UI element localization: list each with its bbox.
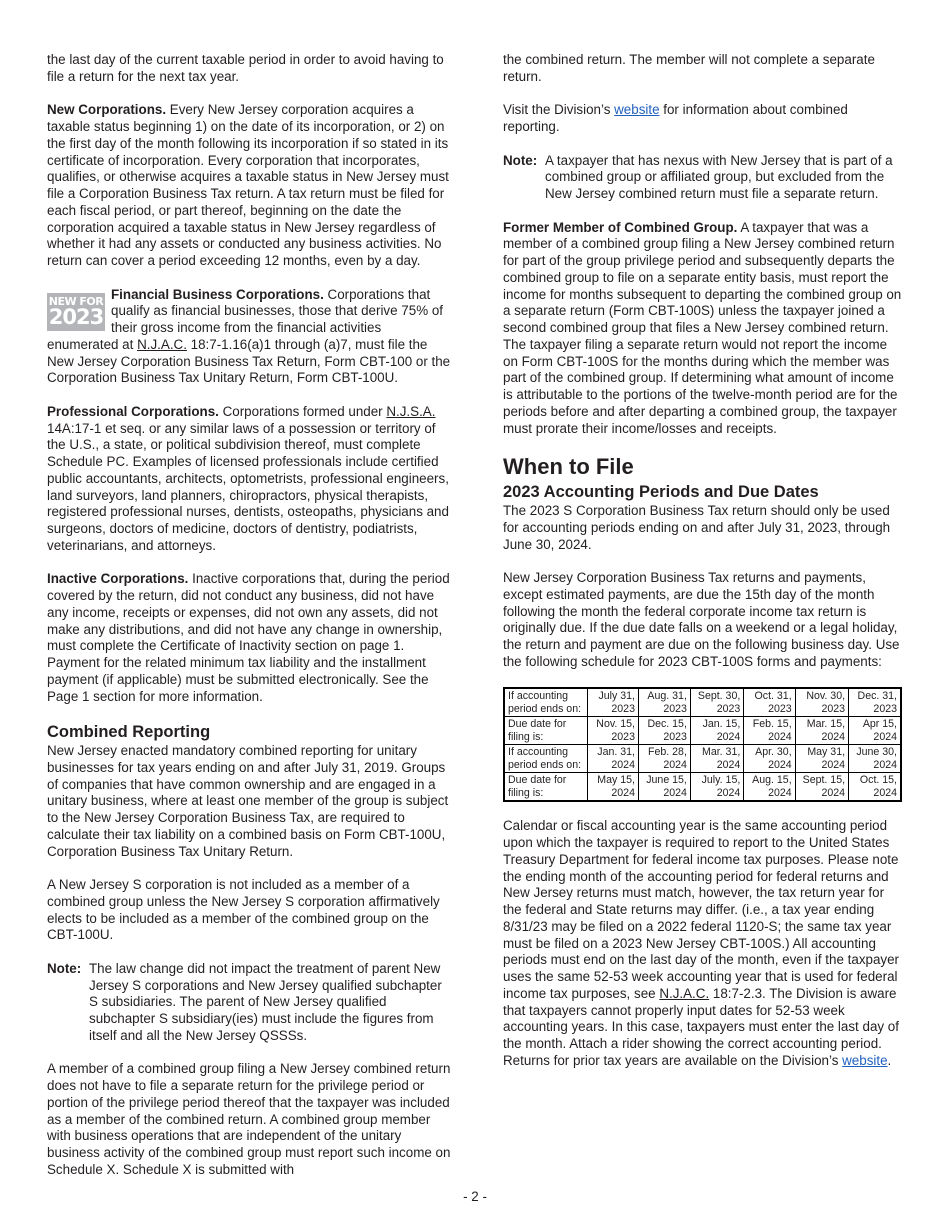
text-run: . (887, 1052, 892, 1068)
table-row (504, 773, 901, 802)
run-lead-in: Professional Corporations. (47, 403, 219, 419)
text-run: 18:7-2.3. The Division is aware that taxpayers cannot properly input dates for 52-53 week accounting years. In this case, taxpayers must enter the last day of the month. Attach a rider showing the correct accounting period. Returns for prior tax years are available on the Division’s (503, 985, 899, 1068)
date-cell: June 15, 2024 (638, 773, 690, 802)
date-cell: Oct. 31, 2023 (744, 688, 795, 717)
run-lead-in: Inactive Corporations. (47, 571, 189, 587)
s-corporation-paragraph (47, 877, 451, 944)
date-cell: Nov. 15, 2023 (588, 717, 639, 745)
text-run: New Jersey enacted mandatory combined reporting for unitary businesses for tax years ending on and after July 31, 2019. Groups of companies that have common ownership and are engaged in a unitary business, where at least one member of the group is subject to the New Jersey Corporation Business Tax, are required to calculate their tax liability on a combined basis on Form CBT-100U, Corporation Business Tax Unitary Return. (47, 743, 449, 859)
due-date-schedule-table (503, 687, 902, 802)
table-row (504, 745, 901, 773)
text-run: the last day of the current taxable period in order to avoid having to file a return for the next tax year. (47, 52, 444, 84)
text-run: 14A:17-1 et seq. or any similar laws of a possession or territory of the U.S., a state, or political subdivision thereof, must complete Schedule PC. Examples of licensed professionals include certified public accountants, architects, optometrists, professional engineers, land surveyors, land planners, chiropractors, physical therapists, registered professional nurses, dentists, osteopaths, physicians and surgeons, doctors of medicine, doctors of dentistry, podiatrists, veterinarians, and attorneys. (47, 420, 449, 553)
table-row (504, 688, 901, 717)
inactive-corporations-paragraph (47, 571, 451, 705)
date-cell: Mar. 15, 2024 (795, 717, 848, 745)
date-cell: Mar. 31, 2024 (690, 745, 743, 773)
date-cell: Sept. 30, 2023 (690, 688, 743, 717)
run-lead-in: Financial Business Corporations. (111, 286, 324, 302)
citation: N.J.A.C. (137, 336, 187, 352)
due-dates-paragraph (503, 570, 903, 671)
combined-reporting-heading (47, 722, 451, 742)
combined-reporting-paragraph (47, 743, 451, 860)
date-cell: Feb. 15, 2024 (744, 717, 795, 745)
text-run: Corporations formed under (218, 403, 387, 419)
text-run: Every New Jersey corporation acquires a taxable status beginning 1) on the date of its incorporation, or 2) on the first day of the month following its incorporation if so stated in its certificate of incorporation. Every corporation that incorporates, qualifies, or otherwise acquires a taxable status in New Jersey must file a Corporation Business Tax return. A tax return must be filed for each fiscal period, or part thereof, beginning on the date the corporation acquired a taxable status in New Jersey regardless of whether it had any assets or conducted any business activities. No return can cover a period exceeding 12 months, even by a day. (47, 102, 449, 268)
citation: N.J.S.A. (386, 403, 436, 419)
website-link[interactable]: website (614, 102, 660, 118)
professional-corporations-paragraph (47, 404, 451, 555)
run-lead-in: Former Member of Combined Group. (503, 219, 738, 235)
badge-line-1: NEW FOR (48, 294, 104, 308)
left-column (47, 52, 451, 1195)
row-label-cell: If accounting period ends on: (504, 688, 588, 717)
text-run: the combined return. The member will not complete a separate return. (503, 52, 875, 84)
text-run: The 2023 S Corporation Business Tax return should only be used for accounting periods ending on and after July 31, 2023, through June 30, 2024. (503, 503, 891, 552)
text-run: for information about combined reporting. (503, 102, 848, 134)
citation: N.J.A.C. (659, 985, 710, 1001)
date-cell: Apr 15, 2024 (849, 717, 901, 745)
date-cell: May 31, 2024 (795, 745, 848, 773)
date-cell: Dec. 15, 2023 (638, 717, 690, 745)
financial-business-corporations-paragraph (47, 287, 451, 388)
date-cell: Sept. 15, 2024 (795, 773, 848, 802)
date-cell: Aug. 15, 2024 (744, 773, 795, 802)
visit-website-paragraph (503, 102, 903, 136)
text-run: Corporations that qualify as financial businesses, those that derive 75% of their gross income from the financial activities enumerated at (47, 286, 443, 352)
date-cell: June 30, 2024 (849, 745, 901, 773)
note-paragraph (503, 153, 903, 203)
text-run: 18:7-1.16(a)1 through (a)7, must file the New Jersey Corporation Business Tax Return, Form CBT-100 or the Corporation Business Tax Unitary Return, Form CBT-100U. (47, 336, 451, 386)
text-run: When to File (503, 454, 634, 479)
date-cell: July 31, 2023 (588, 688, 639, 717)
note-label: Note: (503, 152, 538, 168)
note-paragraph (47, 961, 451, 1045)
badge-line-2: 2023 (48, 304, 104, 329)
text-run: 2023 Accounting Periods and Due Dates (503, 483, 819, 501)
right-column (503, 52, 903, 1086)
date-cell: May 15, 2024 (588, 773, 639, 802)
accounting-periods-paragraph (503, 503, 903, 553)
row-label-cell: If accounting period ends on: (504, 745, 588, 773)
row-label-cell: Due date for filing is: (504, 717, 588, 745)
date-cell: Feb. 28, 2024 (638, 745, 690, 773)
text-run: Visit the Division’s (503, 102, 615, 118)
text-run: A member of a combined group filing a New Jersey combined return does not have to file a separate return for the privilege period or portion of the privilege period thereof that the taxpayer was included as a member of the combined return. A combined group member with business operations that are independent of the unitary business activity of the combined group must report such income on Schedule X. Schedule X is submitted with (47, 1061, 451, 1177)
text-run: Inactive corporations that, during the period covered by the return, did not conduct any business, did not have any income, receipts or expenses, did not own any assets, did not make any distributions, and did not have any change in ownership, must complete the Certificate of Inactivity section on page 1. Payment for the related minimum tax liability and the installment payment (if applicable) must be submitted electronically. See the Page 1 section for more information. (47, 571, 450, 704)
text-run: Calendar or fiscal accounting year is the same accounting period upon which the taxpayer is required to report to the United States Treasury Department for federal income tax purposes. Please note the ending month of the accounting period for federal returns and New Jersey returns must match, however, the tax return year for the federal and State returns may differ. (i.e., a tax year ending 8/31/23 may be filed on a 2022 federal 1120-S; the same tax year must be filed on a 2023 New Jersey CBT-100S.) All accounting periods must end on the last day of the month, even if the taxpayer uses the same 52-53 week accounting year that is used for federal income tax purposes, see (503, 818, 900, 1001)
when-to-file-heading (503, 454, 903, 480)
note-label: Note: (47, 960, 82, 976)
text-run: Combined Reporting (47, 723, 211, 741)
run-lead-in: New Corporations. (47, 102, 167, 118)
text-run: A New Jersey S corporation is not included as a member of a combined group unless the New Jersey S corporation affirmatively elects to be included as a member of the combined group on the CBT-100U. (47, 877, 440, 943)
website-link[interactable]: website (842, 1052, 888, 1068)
calendar-fiscal-year-paragraph (503, 818, 903, 1069)
continued-paragraph (503, 52, 903, 86)
date-cell: July. 15, 2024 (690, 773, 743, 802)
accounting-periods-heading (503, 482, 903, 502)
new-for-2023-badge (47, 293, 105, 331)
date-cell: Oct. 15, 2024 (849, 773, 901, 802)
table-row (504, 717, 901, 745)
text-run: New Jersey Corporation Business Tax returns and payments, except estimated payments, are due the 15th day of the month following the month the federal corporate income tax return is originally due. If the due date falls on a weekend or a legal holiday, the return and payment are due on the following business day. Use the following schedule for 2023 CBT-100S forms and payments: (503, 570, 900, 669)
date-cell: Apr. 30, 2024 (744, 745, 795, 773)
date-cell: Dec. 31, 2023 (849, 688, 901, 717)
text-run: A taxpayer that was a member of a combined group filing a New Jersey combined return for part of the group privilege period and subsequently departs the combined group to file on a separate entity basis, must report the income for months subsequent to departing the combined group on a separate return (Form CBT-100S) unless the taxpayer joined a second combined group that files a New Jersey combined return. The taxpayer filing a separate return would not report the income on Form CBT-100S for the months during which the member was part of the combined group. If determining what amount of income is attributable to the portions of the twelve-month period are for the periods before and after departing a combined group, the taxpayer must prorate their income/losses and receipts. (503, 219, 902, 436)
date-cell: Jan. 31, 2024 (588, 745, 639, 773)
text-run: The law change did not impact the treatment of parent New Jersey S corporations and New Jersey qualified subchapter S subsidiaries. The parent of New Jersey qualified subchapter S subsidiary(ies) must include the figures from itself and all the New Jersey QSSSs. (89, 960, 442, 1043)
former-member-paragraph (503, 220, 903, 438)
date-cell: Jan. 15, 2024 (690, 717, 743, 745)
new-corporations-paragraph (47, 102, 451, 270)
text-run: A taxpayer that has nexus with New Jersey that is part of a combined group or affiliated group, but excluded from the New Jersey combined return must file a separate return. (545, 152, 893, 201)
date-cell: Aug. 31, 2023 (638, 688, 690, 717)
continued-paragraph (47, 52, 451, 86)
combined-group-member-paragraph (47, 1061, 451, 1178)
page-number: - 2 - (463, 1189, 487, 1204)
row-label-cell: Due date for filing is: (504, 773, 588, 802)
date-cell: Nov. 30, 2023 (795, 688, 848, 717)
